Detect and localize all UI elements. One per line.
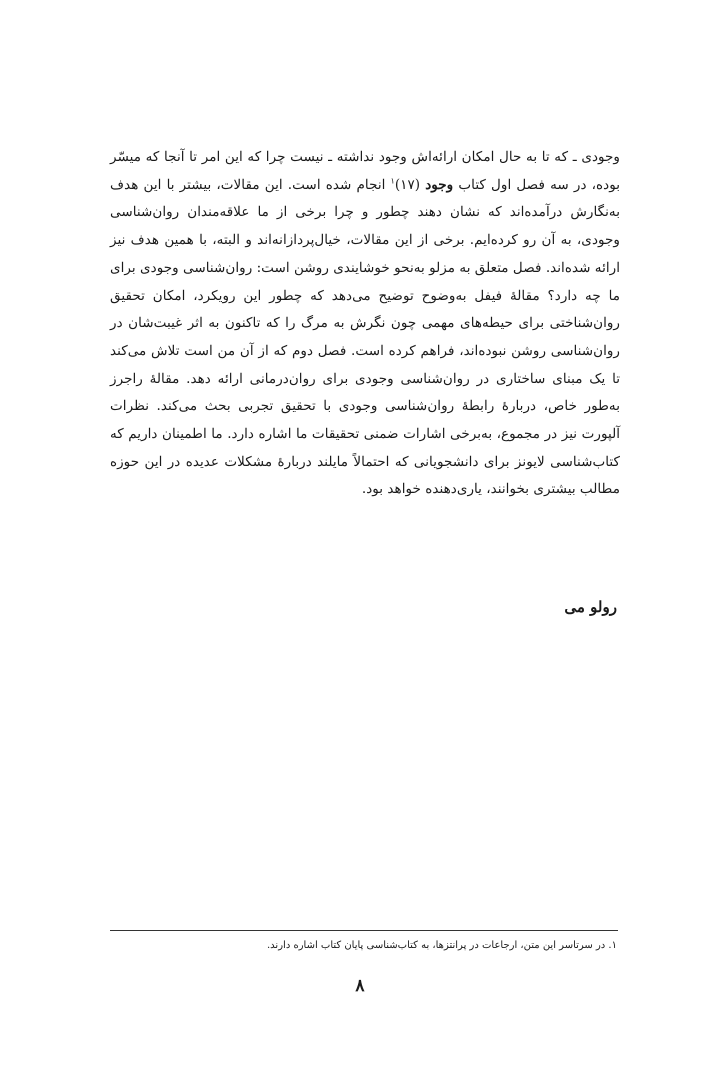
author-signature: رولو می (564, 598, 617, 616)
footnote-reference: ۱ (390, 176, 395, 186)
body-text-segment: (۱۷) (394, 176, 426, 193)
body-text-segment: وجودی ـ که تا به حال امکان ارائه‌اش وجود نداشته ـ نیست چرا که این امر تا آنجا که میسّر بوده، در سه فصل اول کتاب (110, 149, 621, 193)
page-number: ۸ (355, 976, 365, 996)
body-paragraph (110, 144, 620, 504)
footnote-divider (110, 930, 618, 931)
book-title-bold: وجود (425, 176, 454, 193)
body-text-segment: انجام شده است. این مقالات، بیشتر با این هدف به‌نگارش درآمده‌اند که نشان دهند چطور و چرا برخی از ما علاقه‌مندان روان‌شناسی وجودی، به آن رو کرده‌ایم. برخی از این مقالات، خیال‌پردازانه‌اند و البته، با همین هدف نیز ارائه شده‌اند. فصل متعلق به مزلو به‌نحو خوشایندی روشن است: روان‌شناسی وجودی برای ما چه دارد؟ مقالهٔ فیفل به‌وضوح توضیح می‌دهد که چطور این رویکرد، امکان تحقیق روان‌شناختی برای حیطه‌های مهمی چون نگرش به مرگ را که تاکنون به اثر غیبت‌شان در روان‌شناسی روشن نبوده‌اند، فراهم کرده است. فصل دوم که از آن من است تلاش می‌کند تا یک مبنای ساختاری در روان‌شناسی وجودی برای روان‌درمانی ارائه دهد. مقالهٔ راجرز به‌طور خاص، دربارهٔ رابطهٔ روان‌شناسی وجودی با تحقیق تجربی بحث می‌کند. نظرات آلپورت نیز در مجموع، به‌برخی اشارات ضمنی تحقیقات ما اشاره دارد. ما اطمینان داریم که کتاب‌شناسی لایونز برای دانشجویانی که احتمالاً مایلند دربارهٔ مشکلات عدیده در این حوزه مطالب بیشتری بخوانند، یاری‌دهنده خواهد بود. (110, 176, 620, 498)
footnote: ۱. در سرتاسر این متن، ارجاعات در پرانتزها، به کتاب‌شناسی پایان کتاب اشاره دارند. (267, 940, 617, 951)
